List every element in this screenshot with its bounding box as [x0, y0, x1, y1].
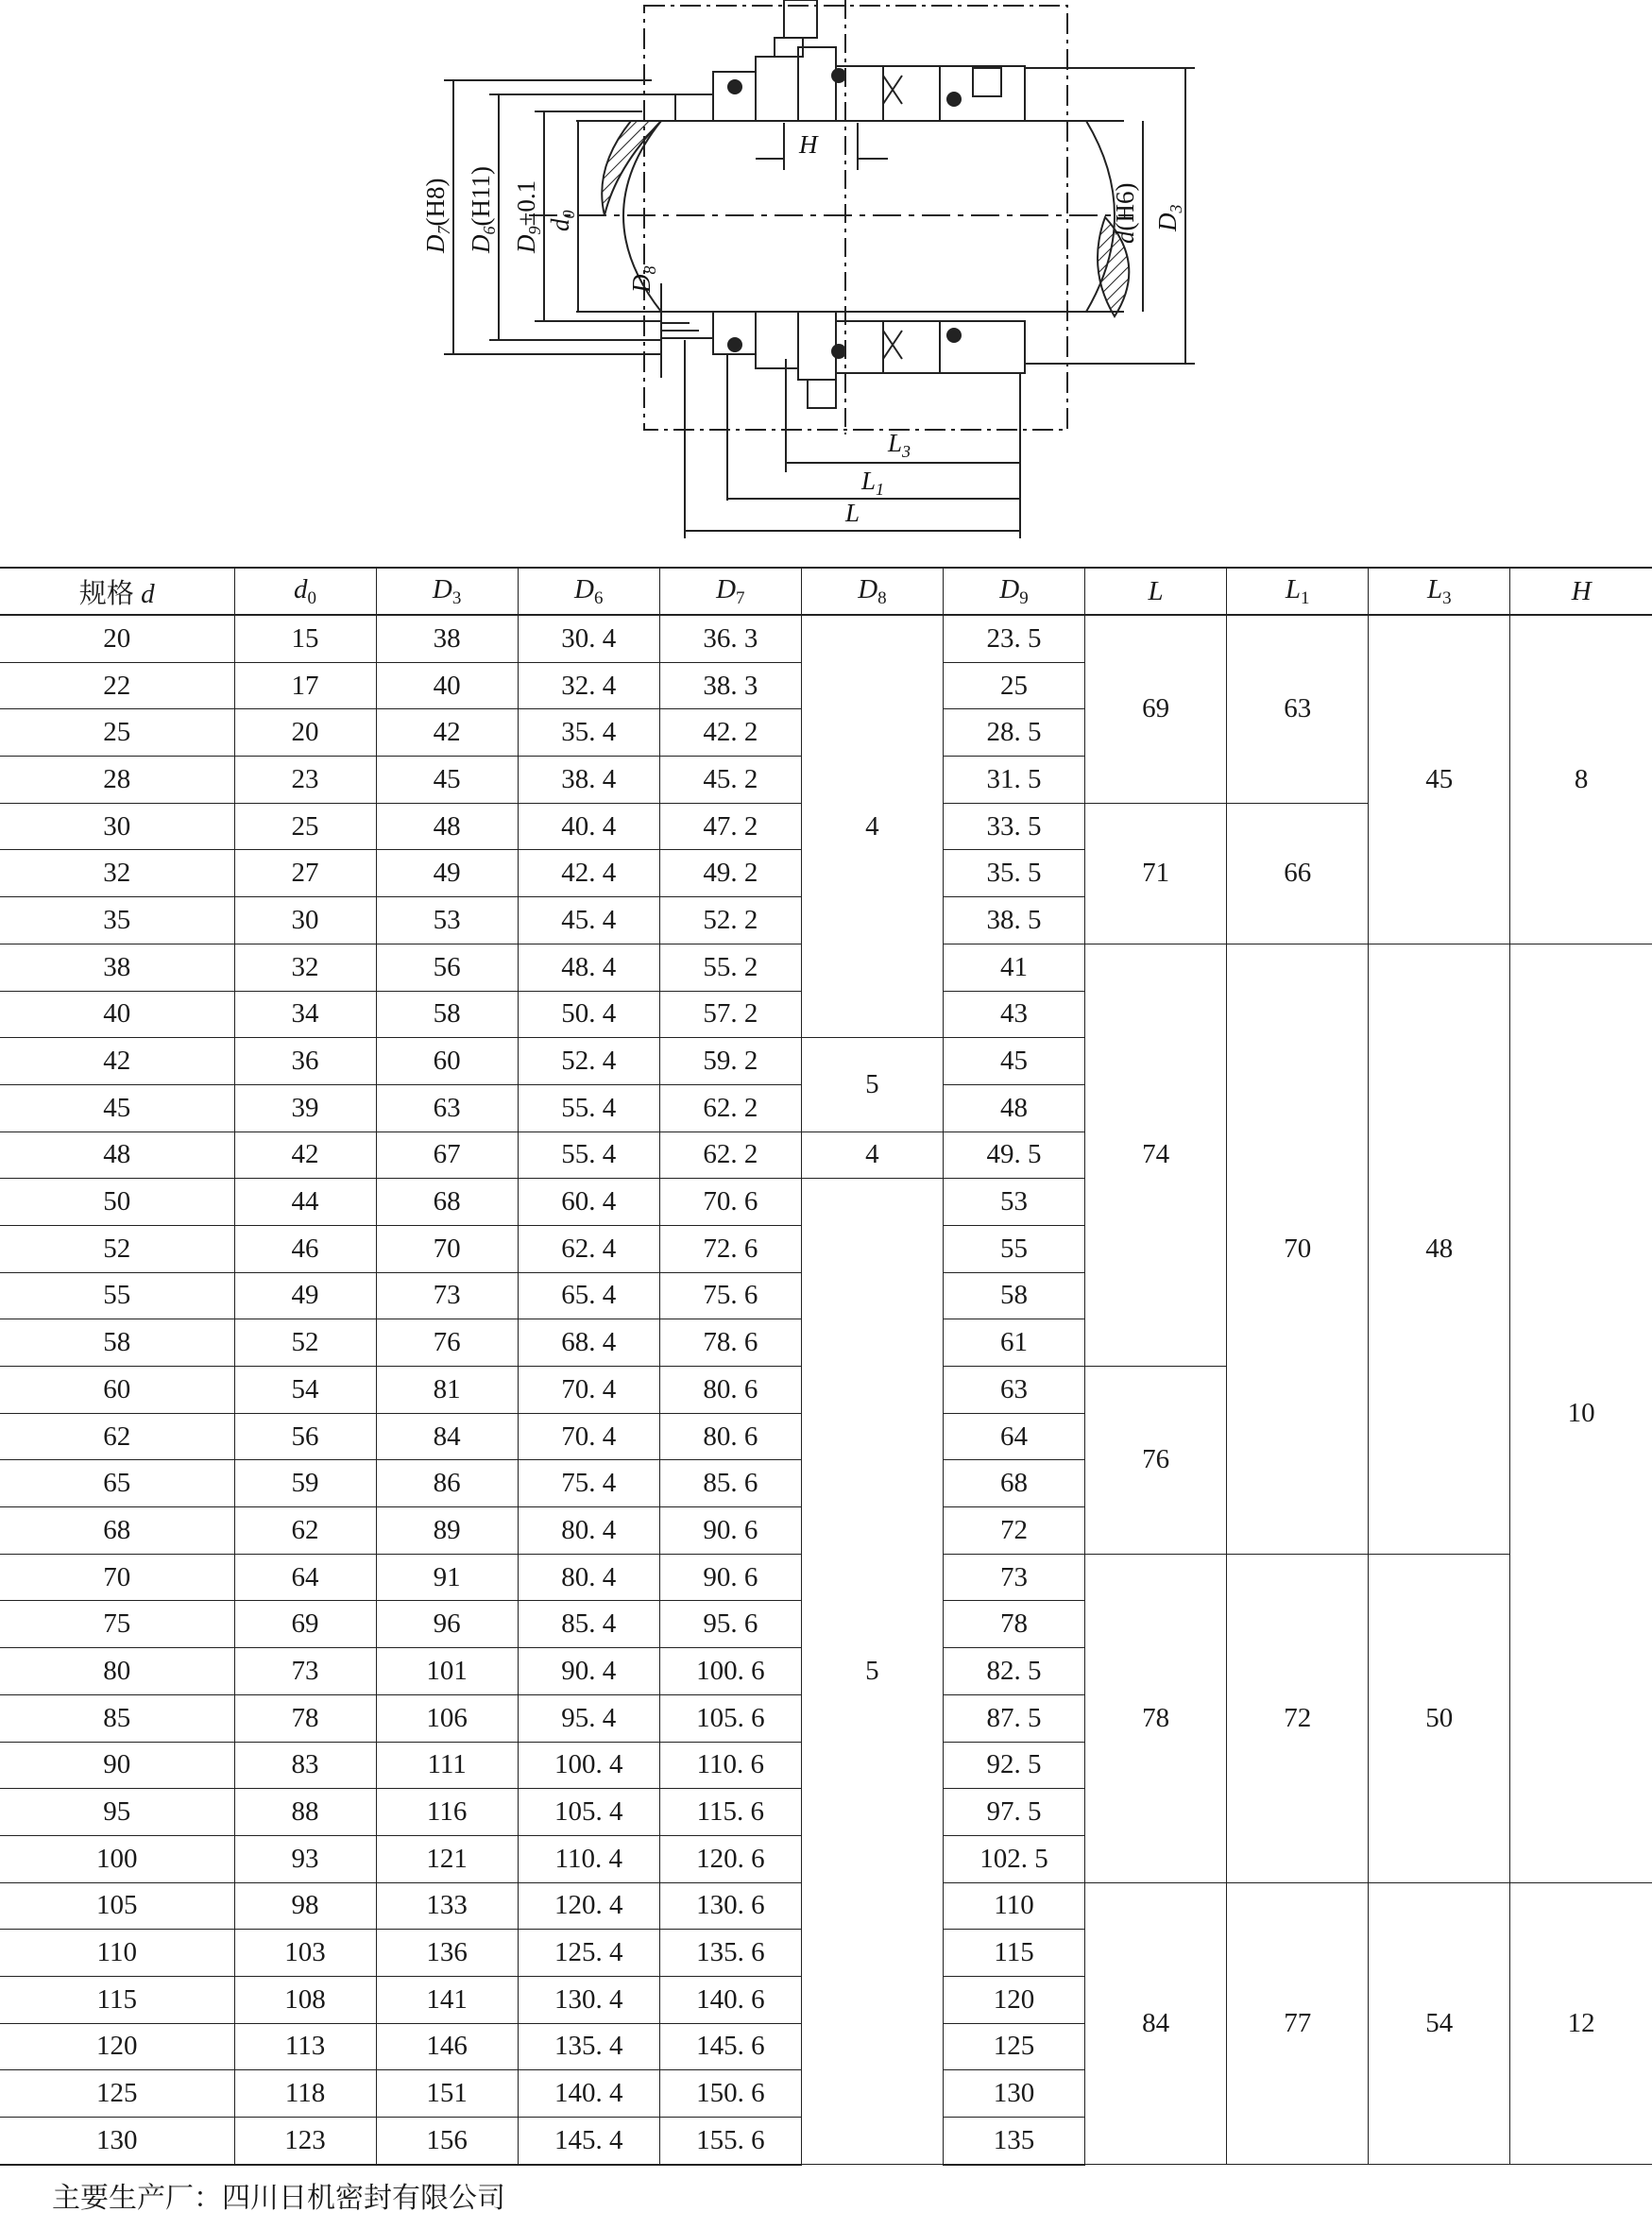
cell-d3: 68 [376, 1179, 518, 1226]
cell-d7: 75. 6 [659, 1272, 801, 1319]
cell-h: 12 [1510, 1882, 1652, 2165]
cell-d3: 101 [376, 1648, 518, 1695]
cell-d0: 42 [234, 1132, 376, 1179]
cell-d7: 115. 6 [659, 1789, 801, 1836]
cell-d6: 48. 4 [518, 944, 659, 991]
cell-d: 130 [0, 2118, 234, 2165]
cell-d3: 58 [376, 991, 518, 1038]
cell-d3: 141 [376, 1976, 518, 2023]
label-L3: $L_3$ [888, 429, 911, 461]
cell-d: 30 [0, 803, 234, 850]
cell-d3: 86 [376, 1460, 518, 1507]
cell-d9: 87. 5 [943, 1694, 1084, 1742]
label-D7: $D_7(H8)$ [421, 178, 453, 253]
cell-d6: 62. 4 [518, 1225, 659, 1272]
cell-d9: 49. 5 [943, 1132, 1084, 1179]
cell-d9: 68 [943, 1460, 1084, 1507]
shaft-left-hatch [602, 121, 661, 215]
cell-d0: 123 [234, 2118, 376, 2165]
cell-d: 125 [0, 2070, 234, 2118]
cell-d: 70 [0, 1554, 234, 1601]
cell-l: 69 [1085, 615, 1227, 803]
cell-d3: 136 [376, 1930, 518, 1977]
label-L1: $L_1$ [861, 467, 885, 499]
cell-d6: 145. 4 [518, 2118, 659, 2165]
cell-d9: 110 [943, 1882, 1084, 1930]
cell-d6: 135. 4 [518, 2023, 659, 2070]
cell-d0: 93 [234, 1835, 376, 1882]
cell-d6: 70. 4 [518, 1367, 659, 1414]
cell-d0: 36 [234, 1038, 376, 1085]
cell-d6: 90. 4 [518, 1648, 659, 1695]
cell-d6: 140. 4 [518, 2070, 659, 2118]
cell-d9: 45 [943, 1038, 1084, 1085]
column-header: 规格 d [0, 568, 234, 615]
column-header: $D_3$ [376, 568, 518, 615]
cell-d7: 135. 6 [659, 1930, 801, 1977]
cell-d8: 4 [801, 1132, 943, 1179]
cell-d: 115 [0, 1976, 234, 2023]
cell-d7: 80. 6 [659, 1367, 801, 1414]
cell-l: 71 [1085, 803, 1227, 944]
column-header: L [1085, 568, 1227, 615]
cell-d7: 85. 6 [659, 1460, 801, 1507]
cell-d3: 133 [376, 1882, 518, 1930]
cell-d0: 34 [234, 991, 376, 1038]
cell-d9: 58 [943, 1272, 1084, 1319]
cell-d: 28 [0, 757, 234, 804]
label-L: L [845, 499, 860, 527]
column-header: $d_0$ [234, 568, 376, 615]
cell-d7: 47. 2 [659, 803, 801, 850]
cell-d0: 62 [234, 1507, 376, 1555]
cell-d3: 84 [376, 1413, 518, 1460]
cell-d3: 56 [376, 944, 518, 991]
cell-d9: 38. 5 [943, 897, 1084, 944]
cell-d9: 55 [943, 1225, 1084, 1272]
cell-d0: 64 [234, 1554, 376, 1601]
cell-l1: 70 [1227, 944, 1369, 1554]
cell-l3: 45 [1369, 615, 1510, 944]
cell-d6: 38. 4 [518, 757, 659, 804]
cell-l: 84 [1085, 1882, 1227, 2165]
cell-d6: 85. 4 [518, 1601, 659, 1648]
cell-d: 55 [0, 1272, 234, 1319]
cell-d3: 49 [376, 850, 518, 897]
cell-d7: 62. 2 [659, 1132, 801, 1179]
cell-d9: 25 [943, 662, 1084, 709]
cell-d6: 70. 4 [518, 1413, 659, 1460]
cell-d6: 80. 4 [518, 1554, 659, 1601]
cell-h: 8 [1510, 615, 1652, 944]
cell-d: 105 [0, 1882, 234, 1930]
table-row [0, 615, 1652, 662]
cell-d0: 46 [234, 1225, 376, 1272]
cell-d: 68 [0, 1507, 234, 1555]
cell-d: 62 [0, 1413, 234, 1460]
cell-d7: 80. 6 [659, 1413, 801, 1460]
cell-d7: 45. 2 [659, 757, 801, 804]
label-H: H [799, 130, 818, 159]
cell-l1: 63 [1227, 615, 1369, 803]
cell-d6: 55. 4 [518, 1084, 659, 1132]
cell-d7: 38. 3 [659, 662, 801, 709]
cell-d: 100 [0, 1835, 234, 1882]
cell-d7: 36. 3 [659, 615, 801, 662]
cell-d: 58 [0, 1319, 234, 1367]
column-header: $D_6$ [518, 568, 659, 615]
cell-d3: 106 [376, 1694, 518, 1742]
cell-d9: 97. 5 [943, 1789, 1084, 1836]
cell-d7: 42. 2 [659, 709, 801, 757]
cell-d0: 78 [234, 1694, 376, 1742]
cell-d7: 78. 6 [659, 1319, 801, 1367]
cell-d6: 105. 4 [518, 1789, 659, 1836]
cell-l3: 48 [1369, 944, 1510, 1554]
cell-d9: 23. 5 [943, 615, 1084, 662]
cell-d9: 125 [943, 2023, 1084, 2070]
cell-d6: 42. 4 [518, 850, 659, 897]
cell-d: 50 [0, 1179, 234, 1226]
cell-d6: 45. 4 [518, 897, 659, 944]
cell-d0: 59 [234, 1460, 376, 1507]
cell-d3: 96 [376, 1601, 518, 1648]
cell-l1: 77 [1227, 1882, 1369, 2165]
column-header: $D_9$ [943, 568, 1084, 615]
seal-cross-section-drawing [0, 0, 1652, 557]
cell-d6: 68. 4 [518, 1319, 659, 1367]
cell-d7: 130. 6 [659, 1882, 801, 1930]
cell-d3: 121 [376, 1835, 518, 1882]
cell-d7: 150. 6 [659, 2070, 801, 2118]
cell-d0: 20 [234, 709, 376, 757]
cell-d7: 55. 2 [659, 944, 801, 991]
cell-d6: 120. 4 [518, 1882, 659, 1930]
cell-d9: 120 [943, 1976, 1084, 2023]
cell-d7: 95. 6 [659, 1601, 801, 1648]
cell-d9: 82. 5 [943, 1648, 1084, 1695]
cell-d0: 30 [234, 897, 376, 944]
cell-d7: 52. 2 [659, 897, 801, 944]
cell-d6: 65. 4 [518, 1272, 659, 1319]
cell-d7: 90. 6 [659, 1507, 801, 1555]
cell-d6: 32. 4 [518, 662, 659, 709]
cell-d0: 32 [234, 944, 376, 991]
cell-d0: 56 [234, 1413, 376, 1460]
cell-d3: 53 [376, 897, 518, 944]
cell-d9: 33. 5 [943, 803, 1084, 850]
cell-d9: 73 [943, 1554, 1084, 1601]
cell-d3: 38 [376, 615, 518, 662]
cell-d0: 27 [234, 850, 376, 897]
label-d: d(H6) [1111, 182, 1139, 244]
cell-d: 20 [0, 615, 234, 662]
cell-l1: 66 [1227, 803, 1369, 944]
cell-d0: 23 [234, 757, 376, 804]
cell-d6: 75. 4 [518, 1460, 659, 1507]
cell-d3: 111 [376, 1742, 518, 1789]
table-body [0, 615, 1652, 2165]
cell-d6: 50. 4 [518, 991, 659, 1038]
cell-l: 76 [1085, 1367, 1227, 1555]
cell-d0: 118 [234, 2070, 376, 2118]
cell-l3: 54 [1369, 1882, 1510, 2165]
cell-d0: 98 [234, 1882, 376, 1930]
label-D8: $D_8$ [627, 265, 659, 293]
cell-d3: 63 [376, 1084, 518, 1132]
cell-d0: 17 [234, 662, 376, 709]
cell-d9: 63 [943, 1367, 1084, 1414]
cell-d9: 61 [943, 1319, 1084, 1367]
cell-d3: 42 [376, 709, 518, 757]
cell-d8: 5 [801, 1179, 943, 2165]
cell-d7: 145. 6 [659, 2023, 801, 2070]
cell-d3: 48 [376, 803, 518, 850]
column-header: $D_7$ [659, 568, 801, 615]
cell-d6: 52. 4 [518, 1038, 659, 1085]
cell-d7: 57. 2 [659, 991, 801, 1038]
cell-d7: 62. 2 [659, 1084, 801, 1132]
cell-d: 80 [0, 1648, 234, 1695]
cell-d9: 35. 5 [943, 850, 1084, 897]
cell-d3: 116 [376, 1789, 518, 1836]
cell-d3: 45 [376, 757, 518, 804]
cell-d7: 155. 6 [659, 2118, 801, 2165]
cell-d7: 72. 6 [659, 1225, 801, 1272]
cell-d: 65 [0, 1460, 234, 1507]
cell-d: 25 [0, 709, 234, 757]
cell-d3: 146 [376, 2023, 518, 2070]
column-header: $L_1$ [1227, 568, 1369, 615]
cell-d3: 91 [376, 1554, 518, 1601]
cell-d7: 100. 6 [659, 1648, 801, 1695]
cell-d0: 39 [234, 1084, 376, 1132]
cell-d7: 110. 6 [659, 1742, 801, 1789]
cell-d9: 53 [943, 1179, 1084, 1226]
cell-d6: 130. 4 [518, 1976, 659, 2023]
table-header [0, 568, 1652, 615]
lower-seal-assembly [661, 312, 1025, 408]
spec-table [0, 567, 1652, 2166]
cell-d7: 90. 6 [659, 1554, 801, 1601]
cell-d3: 81 [376, 1367, 518, 1414]
cell-d: 90 [0, 1742, 234, 1789]
cell-d6: 55. 4 [518, 1132, 659, 1179]
cell-l1: 72 [1227, 1554, 1369, 1882]
cell-d8: 4 [801, 615, 943, 1038]
cell-d6: 60. 4 [518, 1179, 659, 1226]
manufacturer-note: 主要生产厂：四川日机密封有限公司 [52, 2182, 505, 2215]
cell-h: 10 [1510, 944, 1652, 1882]
cell-d7: 59. 2 [659, 1038, 801, 1085]
housing-outline [644, 6, 1067, 430]
cell-d3: 76 [376, 1319, 518, 1367]
cell-d6: 95. 4 [518, 1694, 659, 1742]
cell-d: 35 [0, 897, 234, 944]
cell-d3: 151 [376, 2070, 518, 2118]
cell-d9: 72 [943, 1507, 1084, 1555]
cell-d6: 35. 4 [518, 709, 659, 757]
cell-d6: 110. 4 [518, 1835, 659, 1882]
cell-d7: 70. 6 [659, 1179, 801, 1226]
cell-d0: 44 [234, 1179, 376, 1226]
cell-d: 48 [0, 1132, 234, 1179]
cell-d0: 25 [234, 803, 376, 850]
cell-d6: 100. 4 [518, 1742, 659, 1789]
cell-d0: 49 [234, 1272, 376, 1319]
cell-d: 52 [0, 1225, 234, 1272]
column-header: $D_8$ [801, 568, 943, 615]
cell-d9: 31. 5 [943, 757, 1084, 804]
cell-d0: 88 [234, 1789, 376, 1836]
cell-d: 95 [0, 1789, 234, 1836]
cell-d0: 108 [234, 1976, 376, 2023]
cell-d0: 83 [234, 1742, 376, 1789]
cell-d8: 5 [801, 1038, 943, 1132]
cell-d: 42 [0, 1038, 234, 1085]
cell-d0: 69 [234, 1601, 376, 1648]
cell-l: 74 [1085, 944, 1227, 1366]
label-D3: $D_3$ [1153, 204, 1185, 231]
cell-d0: 15 [234, 615, 376, 662]
cell-d6: 40. 4 [518, 803, 659, 850]
label-D6: $D_6(H11)$ [467, 166, 499, 253]
cell-d0: 54 [234, 1367, 376, 1414]
cell-d9: 135 [943, 2118, 1084, 2165]
label-d0: $d_0$ [546, 210, 578, 231]
cell-d: 38 [0, 944, 234, 991]
cell-d3: 156 [376, 2118, 518, 2165]
cell-d: 22 [0, 662, 234, 709]
cell-d9: 43 [943, 991, 1084, 1038]
label-D9: $D_9\pm 0.1$ [512, 179, 544, 253]
cell-d: 110 [0, 1930, 234, 1977]
cell-l: 78 [1085, 1554, 1227, 1882]
cell-d9: 41 [943, 944, 1084, 991]
cell-d0: 52 [234, 1319, 376, 1367]
cell-d9: 28. 5 [943, 709, 1084, 757]
cell-d9: 48 [943, 1084, 1084, 1132]
cell-d: 120 [0, 2023, 234, 2070]
dimension-labels [421, 130, 1185, 527]
cell-d7: 120. 6 [659, 1835, 801, 1882]
cell-d0: 113 [234, 2023, 376, 2070]
cell-d9: 64 [943, 1413, 1084, 1460]
upper-seal-assembly [675, 0, 1025, 121]
cell-d9: 102. 5 [943, 1835, 1084, 1882]
cell-d7: 105. 6 [659, 1694, 801, 1742]
cell-d: 75 [0, 1601, 234, 1648]
cell-d3: 67 [376, 1132, 518, 1179]
cell-d3: 70 [376, 1225, 518, 1272]
cell-d3: 73 [376, 1272, 518, 1319]
cell-d9: 78 [943, 1601, 1084, 1648]
cell-d3: 40 [376, 662, 518, 709]
cell-d7: 140. 6 [659, 1976, 801, 2023]
cell-d3: 89 [376, 1507, 518, 1555]
cell-d9: 115 [943, 1930, 1084, 1977]
cell-d6: 125. 4 [518, 1930, 659, 1977]
cell-d7: 49. 2 [659, 850, 801, 897]
cell-d0: 73 [234, 1648, 376, 1695]
cell-d9: 92. 5 [943, 1742, 1084, 1789]
cell-d6: 80. 4 [518, 1507, 659, 1555]
cell-d: 60 [0, 1367, 234, 1414]
cell-d: 85 [0, 1694, 234, 1742]
cell-d: 32 [0, 850, 234, 897]
cell-d3: 60 [376, 1038, 518, 1085]
cell-d6: 30. 4 [518, 615, 659, 662]
cell-d0: 103 [234, 1930, 376, 1977]
cell-d: 45 [0, 1084, 234, 1132]
cell-d: 40 [0, 991, 234, 1038]
column-header: H [1510, 568, 1652, 615]
cell-d9: 130 [943, 2070, 1084, 2118]
cell-l3: 50 [1369, 1554, 1510, 1882]
column-header: $L_3$ [1369, 568, 1510, 615]
